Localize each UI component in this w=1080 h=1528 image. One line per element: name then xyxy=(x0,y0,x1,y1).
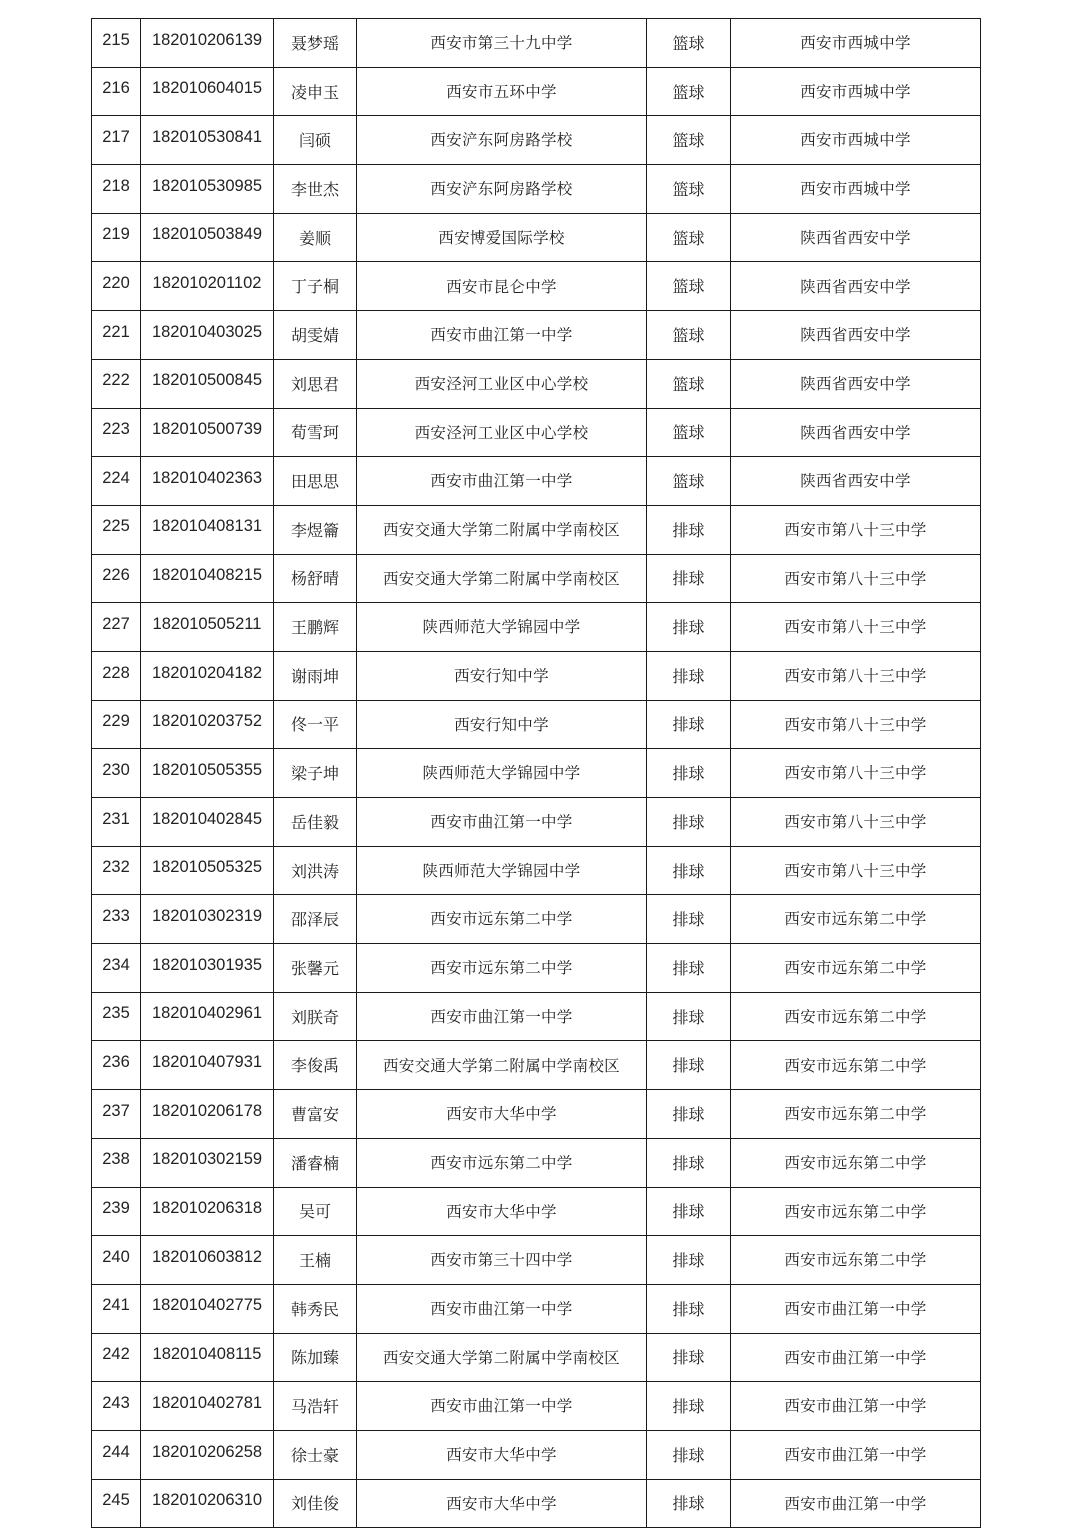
student-name-cell: 邵泽辰 xyxy=(274,895,357,944)
sport-cell: 篮球 xyxy=(647,213,731,262)
exam-id-cell: 182010505211 xyxy=(141,603,274,652)
exam-id-cell: 182010206139 xyxy=(141,19,274,68)
sport-cell: 篮球 xyxy=(647,359,731,408)
exam-id-cell: 182010206310 xyxy=(141,1479,274,1528)
exam-id-cell: 182010206258 xyxy=(141,1430,274,1479)
row-number-cell: 221 xyxy=(92,311,141,360)
graduating-school-cell: 西安交通大学第二附属中学南校区 xyxy=(357,505,647,554)
table-row xyxy=(92,359,981,408)
graduating-school-cell: 西安市曲江第一中学 xyxy=(357,311,647,360)
graduating-school-cell: 西安交通大学第二附属中学南校区 xyxy=(357,554,647,603)
admitting-school-cell: 西安市第八十三中学 xyxy=(731,505,981,554)
row-number-cell: 245 xyxy=(92,1479,141,1528)
table-row xyxy=(92,846,981,895)
table-row xyxy=(92,798,981,847)
row-number-cell: 228 xyxy=(92,651,141,700)
row-number-cell: 216 xyxy=(92,67,141,116)
admitting-school-cell: 西安市远东第二中学 xyxy=(731,1090,981,1139)
row-number-cell: 223 xyxy=(92,408,141,457)
exam-id-cell: 182010402781 xyxy=(141,1382,274,1431)
admitting-school-cell: 西安市远东第二中学 xyxy=(731,1138,981,1187)
row-number-cell: 238 xyxy=(92,1138,141,1187)
sport-cell: 排球 xyxy=(647,651,731,700)
sport-cell: 排球 xyxy=(647,1430,731,1479)
sport-cell: 排球 xyxy=(647,749,731,798)
table-row xyxy=(92,603,981,652)
sport-cell: 篮球 xyxy=(647,262,731,311)
exam-id-cell: 182010302159 xyxy=(141,1138,274,1187)
exam-id-cell: 182010408215 xyxy=(141,554,274,603)
admitting-school-cell: 陕西省西安中学 xyxy=(731,408,981,457)
table-row xyxy=(92,262,981,311)
admitting-school-cell: 西安市远东第二中学 xyxy=(731,944,981,993)
graduating-school-cell: 西安市曲江第一中学 xyxy=(357,1382,647,1431)
table-row xyxy=(92,651,981,700)
graduating-school-cell: 西安行知中学 xyxy=(357,700,647,749)
row-number-cell: 241 xyxy=(92,1284,141,1333)
student-name-cell: 李俊禹 xyxy=(274,1041,357,1090)
table-row xyxy=(92,1236,981,1285)
sport-cell: 排球 xyxy=(647,1236,731,1285)
sport-cell: 篮球 xyxy=(647,311,731,360)
sport-cell: 排球 xyxy=(647,798,731,847)
row-number-cell: 229 xyxy=(92,700,141,749)
admitting-school-cell: 西安市第八十三中学 xyxy=(731,700,981,749)
table-row xyxy=(92,1284,981,1333)
admitting-school-cell: 西安市远东第二中学 xyxy=(731,992,981,1041)
admitting-school-cell: 西安市第八十三中学 xyxy=(731,846,981,895)
sport-cell: 篮球 xyxy=(647,408,731,457)
row-number-cell: 242 xyxy=(92,1333,141,1382)
admitting-school-cell: 西安市曲江第一中学 xyxy=(731,1382,981,1431)
row-number-cell: 230 xyxy=(92,749,141,798)
admission-table xyxy=(91,18,981,1528)
admitting-school-cell: 西安市曲江第一中学 xyxy=(731,1479,981,1528)
table-row xyxy=(92,311,981,360)
exam-id-cell: 182010407931 xyxy=(141,1041,274,1090)
table-body xyxy=(92,19,981,1528)
student-name-cell: 张馨元 xyxy=(274,944,357,993)
graduating-school-cell: 西安市大华中学 xyxy=(357,1187,647,1236)
graduating-school-cell: 西安浐东阿房路学校 xyxy=(357,116,647,165)
graduating-school-cell: 西安市曲江第一中学 xyxy=(357,1284,647,1333)
sport-cell: 排球 xyxy=(647,1333,731,1382)
graduating-school-cell: 西安市第三十四中学 xyxy=(357,1236,647,1285)
student-name-cell: 曹富安 xyxy=(274,1090,357,1139)
admitting-school-cell: 西安市西城中学 xyxy=(731,165,981,214)
table-row xyxy=(92,505,981,554)
graduating-school-cell: 西安行知中学 xyxy=(357,651,647,700)
graduating-school-cell: 西安市远东第二中学 xyxy=(357,895,647,944)
graduating-school-cell: 西安市五环中学 xyxy=(357,67,647,116)
exam-id-cell: 182010402775 xyxy=(141,1284,274,1333)
row-number-cell: 231 xyxy=(92,798,141,847)
sport-cell: 篮球 xyxy=(647,67,731,116)
exam-id-cell: 182010604015 xyxy=(141,67,274,116)
graduating-school-cell: 西安浐东阿房路学校 xyxy=(357,165,647,214)
exam-id-cell: 182010408131 xyxy=(141,505,274,554)
student-name-cell: 佟一平 xyxy=(274,700,357,749)
row-number-cell: 240 xyxy=(92,1236,141,1285)
student-name-cell: 韩秀民 xyxy=(274,1284,357,1333)
admitting-school-cell: 西安市远东第二中学 xyxy=(731,1187,981,1236)
admitting-school-cell: 陕西省西安中学 xyxy=(731,213,981,262)
graduating-school-cell: 西安市大华中学 xyxy=(357,1430,647,1479)
admitting-school-cell: 西安市远东第二中学 xyxy=(731,1236,981,1285)
exam-id-cell: 182010402961 xyxy=(141,992,274,1041)
graduating-school-cell: 陕西师范大学锦园中学 xyxy=(357,603,647,652)
student-name-cell: 李世杰 xyxy=(274,165,357,214)
sport-cell: 排球 xyxy=(647,1479,731,1528)
sport-cell: 排球 xyxy=(647,1382,731,1431)
exam-id-cell: 182010403025 xyxy=(141,311,274,360)
sport-cell: 排球 xyxy=(647,1187,731,1236)
table-row xyxy=(92,700,981,749)
table-row xyxy=(92,554,981,603)
sport-cell: 排球 xyxy=(647,1138,731,1187)
sport-cell: 排球 xyxy=(647,554,731,603)
graduating-school-cell: 西安市远东第二中学 xyxy=(357,944,647,993)
table-row xyxy=(92,116,981,165)
sport-cell: 篮球 xyxy=(647,165,731,214)
table-row xyxy=(92,944,981,993)
row-number-cell: 232 xyxy=(92,846,141,895)
table-row xyxy=(92,1430,981,1479)
student-name-cell: 荀雪珂 xyxy=(274,408,357,457)
sport-cell: 排球 xyxy=(647,700,731,749)
graduating-school-cell: 西安博爱国际学校 xyxy=(357,213,647,262)
exam-id-cell: 182010201102 xyxy=(141,262,274,311)
student-name-cell: 丁子桐 xyxy=(274,262,357,311)
table-row xyxy=(92,67,981,116)
admitting-school-cell: 西安市第八十三中学 xyxy=(731,603,981,652)
student-name-cell: 王鹏辉 xyxy=(274,603,357,652)
student-name-cell: 凌申玉 xyxy=(274,67,357,116)
row-number-cell: 227 xyxy=(92,603,141,652)
sport-cell: 排球 xyxy=(647,1090,731,1139)
admitting-school-cell: 西安市西城中学 xyxy=(731,19,981,68)
row-number-cell: 220 xyxy=(92,262,141,311)
admitting-school-cell: 西安市第八十三中学 xyxy=(731,651,981,700)
sport-cell: 排球 xyxy=(647,895,731,944)
student-name-cell: 田思思 xyxy=(274,457,357,506)
admitting-school-cell: 西安市曲江第一中学 xyxy=(731,1333,981,1382)
graduating-school-cell: 西安泾河工业区中心学校 xyxy=(357,408,647,457)
admitting-school-cell: 陕西省西安中学 xyxy=(731,262,981,311)
sport-cell: 排球 xyxy=(647,944,731,993)
student-name-cell: 李煜籥 xyxy=(274,505,357,554)
graduating-school-cell: 西安市曲江第一中学 xyxy=(357,798,647,847)
sport-cell: 排球 xyxy=(647,1041,731,1090)
row-number-cell: 222 xyxy=(92,359,141,408)
graduating-school-cell: 西安市大华中学 xyxy=(357,1479,647,1528)
row-number-cell: 217 xyxy=(92,116,141,165)
graduating-school-cell: 西安市昆仑中学 xyxy=(357,262,647,311)
sport-cell: 排球 xyxy=(647,603,731,652)
student-name-cell: 刘佳俊 xyxy=(274,1479,357,1528)
student-name-cell: 杨舒晴 xyxy=(274,554,357,603)
student-name-cell: 陈加臻 xyxy=(274,1333,357,1382)
sport-cell: 排球 xyxy=(647,505,731,554)
admitting-school-cell: 陕西省西安中学 xyxy=(731,457,981,506)
student-name-cell: 刘朕奇 xyxy=(274,992,357,1041)
admitting-school-cell: 西安市第八十三中学 xyxy=(731,798,981,847)
admitting-school-cell: 西安市远东第二中学 xyxy=(731,1041,981,1090)
table-row xyxy=(92,1382,981,1431)
exam-id-cell: 182010500739 xyxy=(141,408,274,457)
admitting-school-cell: 西安市曲江第一中学 xyxy=(731,1430,981,1479)
row-number-cell: 237 xyxy=(92,1090,141,1139)
student-name-cell: 闫硕 xyxy=(274,116,357,165)
table-row xyxy=(92,992,981,1041)
table-row xyxy=(92,895,981,944)
row-number-cell: 226 xyxy=(92,554,141,603)
sport-cell: 篮球 xyxy=(647,116,731,165)
sport-cell: 篮球 xyxy=(647,19,731,68)
exam-id-cell: 182010530985 xyxy=(141,165,274,214)
admitting-school-cell: 西安市第八十三中学 xyxy=(731,749,981,798)
student-name-cell: 潘睿楠 xyxy=(274,1138,357,1187)
graduating-school-cell: 西安市曲江第一中学 xyxy=(357,457,647,506)
exam-id-cell: 182010206178 xyxy=(141,1090,274,1139)
exam-id-cell: 182010503849 xyxy=(141,213,274,262)
graduating-school-cell: 西安市远东第二中学 xyxy=(357,1138,647,1187)
graduating-school-cell: 西安市第三十九中学 xyxy=(357,19,647,68)
table-row xyxy=(92,1041,981,1090)
admitting-school-cell: 陕西省西安中学 xyxy=(731,359,981,408)
exam-id-cell: 182010204182 xyxy=(141,651,274,700)
graduating-school-cell: 西安交通大学第二附属中学南校区 xyxy=(357,1333,647,1382)
row-number-cell: 235 xyxy=(92,992,141,1041)
exam-id-cell: 182010302319 xyxy=(141,895,274,944)
table-row xyxy=(92,1479,981,1528)
student-name-cell: 徐士豪 xyxy=(274,1430,357,1479)
exam-id-cell: 182010402845 xyxy=(141,798,274,847)
row-number-cell: 244 xyxy=(92,1430,141,1479)
admitting-school-cell: 西安市远东第二中学 xyxy=(731,895,981,944)
exam-id-cell: 182010301935 xyxy=(141,944,274,993)
table-row xyxy=(92,457,981,506)
student-name-cell: 聂梦瑶 xyxy=(274,19,357,68)
exam-id-cell: 182010500845 xyxy=(141,359,274,408)
graduating-school-cell: 陕西师范大学锦园中学 xyxy=(357,846,647,895)
student-name-cell: 胡雯婧 xyxy=(274,311,357,360)
table-row xyxy=(92,408,981,457)
graduating-school-cell: 西安市曲江第一中学 xyxy=(357,992,647,1041)
sport-cell: 排球 xyxy=(647,846,731,895)
admitting-school-cell: 陕西省西安中学 xyxy=(731,311,981,360)
row-number-cell: 225 xyxy=(92,505,141,554)
exam-id-cell: 182010206318 xyxy=(141,1187,274,1236)
sport-cell: 排球 xyxy=(647,1284,731,1333)
graduating-school-cell: 西安交通大学第二附属中学南校区 xyxy=(357,1041,647,1090)
student-name-cell: 刘思君 xyxy=(274,359,357,408)
student-name-cell: 姜顺 xyxy=(274,213,357,262)
sport-cell: 篮球 xyxy=(647,457,731,506)
graduating-school-cell: 西安市大华中学 xyxy=(357,1090,647,1139)
table-row xyxy=(92,1138,981,1187)
student-name-cell: 刘洪涛 xyxy=(274,846,357,895)
table-row xyxy=(92,165,981,214)
row-number-cell: 239 xyxy=(92,1187,141,1236)
table-row xyxy=(92,1090,981,1139)
row-number-cell: 236 xyxy=(92,1041,141,1090)
row-number-cell: 243 xyxy=(92,1382,141,1431)
exam-id-cell: 182010402363 xyxy=(141,457,274,506)
table-row xyxy=(92,213,981,262)
admitting-school-cell: 西安市第八十三中学 xyxy=(731,554,981,603)
exam-id-cell: 182010203752 xyxy=(141,700,274,749)
row-number-cell: 233 xyxy=(92,895,141,944)
student-name-cell: 马浩轩 xyxy=(274,1382,357,1431)
student-name-cell: 吴可 xyxy=(274,1187,357,1236)
exam-id-cell: 182010530841 xyxy=(141,116,274,165)
student-name-cell: 王楠 xyxy=(274,1236,357,1285)
student-name-cell: 梁子坤 xyxy=(274,749,357,798)
exam-id-cell: 182010505325 xyxy=(141,846,274,895)
exam-id-cell: 182010408115 xyxy=(141,1333,274,1382)
admitting-school-cell: 西安市西城中学 xyxy=(731,116,981,165)
exam-id-cell: 182010505355 xyxy=(141,749,274,798)
row-number-cell: 219 xyxy=(92,213,141,262)
row-number-cell: 215 xyxy=(92,19,141,68)
sport-cell: 排球 xyxy=(647,992,731,1041)
row-number-cell: 218 xyxy=(92,165,141,214)
table-row xyxy=(92,19,981,68)
exam-id-cell: 182010603812 xyxy=(141,1236,274,1285)
graduating-school-cell: 陕西师范大学锦园中学 xyxy=(357,749,647,798)
admitting-school-cell: 西安市曲江第一中学 xyxy=(731,1284,981,1333)
table-row xyxy=(92,1187,981,1236)
student-name-cell: 谢雨坤 xyxy=(274,651,357,700)
row-number-cell: 234 xyxy=(92,944,141,993)
table-row xyxy=(92,1333,981,1382)
table-row xyxy=(92,749,981,798)
graduating-school-cell: 西安泾河工业区中心学校 xyxy=(357,359,647,408)
admitting-school-cell: 西安市西城中学 xyxy=(731,67,981,116)
row-number-cell: 224 xyxy=(92,457,141,506)
student-name-cell: 岳佳毅 xyxy=(274,798,357,847)
